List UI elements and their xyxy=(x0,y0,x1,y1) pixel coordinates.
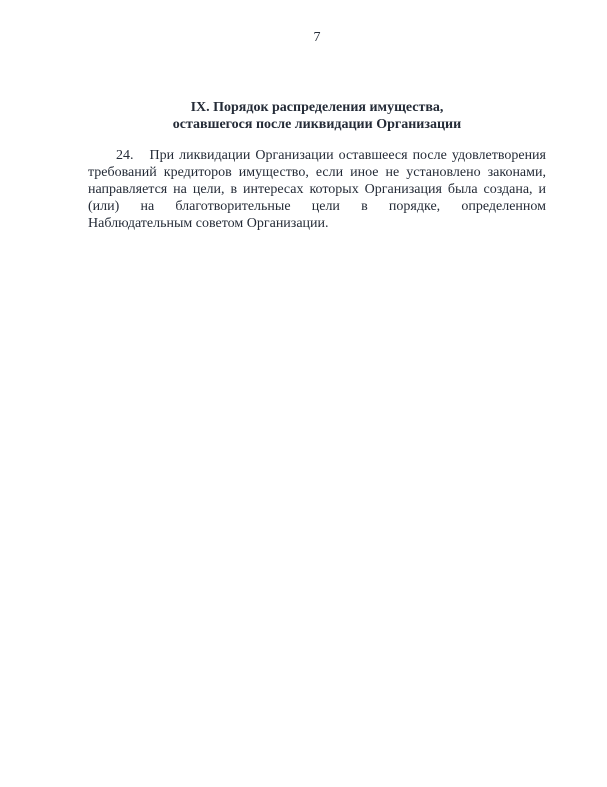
section-heading xyxy=(88,99,546,133)
page-content xyxy=(88,0,546,232)
section-heading-line2: оставшегося после ликвидации Организации xyxy=(172,117,462,132)
page-number: 7 xyxy=(313,30,321,45)
paragraph-24 xyxy=(88,147,546,232)
paragraph-24-text: При ликвидации Организации оставшееся после удовлетворения требований кредиторов имущество, если иное не установлено законами, направляется на цели, в интересах которых Организация была создана, и (или) на благотворительные цели в порядке, определенном Наблюдательным советом Организации. xyxy=(88,148,546,231)
paragraph-24-number: 24. xyxy=(116,148,134,163)
section-heading-line1: IX. Порядок распределения имущества, xyxy=(190,100,444,115)
